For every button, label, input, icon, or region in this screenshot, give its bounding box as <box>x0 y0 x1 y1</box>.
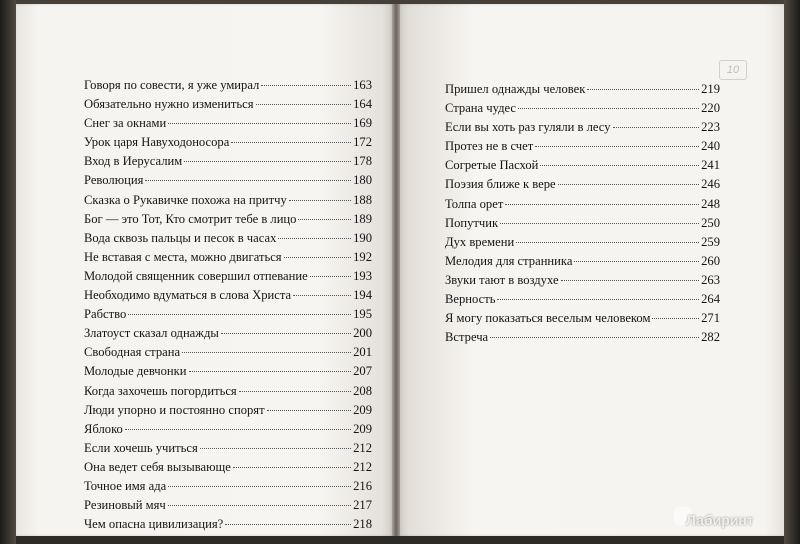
toc-entry-title: Говоря по совести, я уже умирал <box>84 78 260 92</box>
toc-entry-leader <box>505 204 699 205</box>
toc-entry-leader <box>233 467 351 468</box>
toc-entry <box>445 271 720 290</box>
toc-entry-title: Попутчик <box>445 215 499 230</box>
toc-entry-title: Вода сквозь пальцы и песок в часах <box>84 230 277 245</box>
toc-entry <box>445 214 720 233</box>
toc-entry-title: Я могу показаться веселым человеком <box>445 311 651 326</box>
toc-entry-leader <box>168 505 351 506</box>
toc-entry-leader <box>652 318 699 319</box>
toc-entry <box>445 137 720 156</box>
toc-entry <box>84 286 372 305</box>
toc-entry-title: Страна чудес <box>445 101 516 116</box>
toc-entry-leader <box>278 238 351 239</box>
toc-entry-title: Когда захочешь погордиться <box>84 383 237 398</box>
toc-entry-title: Протез не в счет <box>445 139 534 154</box>
toc-entry <box>84 324 372 343</box>
toc-entry <box>84 229 372 248</box>
toc-entry-page-number: 263 <box>701 272 720 287</box>
toc-entry <box>84 171 372 190</box>
toc-entry-leader <box>267 410 352 411</box>
toc-entry <box>445 328 720 347</box>
toc-entry <box>84 114 372 133</box>
toc-entry-page-number: 172 <box>353 135 372 150</box>
toc-entry <box>84 496 372 515</box>
toc-entry-page-number: 195 <box>353 307 372 322</box>
toc-entry-page-number: 220 <box>701 101 720 116</box>
toc-entry-page-number: 200 <box>353 326 372 341</box>
toc-entry <box>445 175 720 194</box>
toc-entry-page-number: 193 <box>353 268 372 283</box>
toc-entry <box>84 477 372 496</box>
toc-entry-leader <box>231 142 351 143</box>
toc-entry <box>84 95 372 114</box>
toc-entry-page-number: 216 <box>353 478 372 493</box>
toc-entry-title: Вход в Иерусалим <box>84 154 183 169</box>
toc-entry-title: Чем опасна цивилизация? <box>84 517 224 532</box>
toc-entry-title: Согретые Пасхой <box>445 158 539 173</box>
toc-entry-leader <box>561 280 700 281</box>
book-gutter <box>392 4 400 536</box>
toc-entry-title: Если вы хоть раз гуляли в лесу <box>445 120 611 135</box>
toc-entry-page-number: 188 <box>353 192 372 207</box>
toc-entry-title: Златоуст сказал однажды <box>84 326 219 341</box>
toc-entry-title: Резиновый мяч <box>84 498 166 513</box>
toc-entry <box>84 439 372 458</box>
toc-entry-page-number: 218 <box>353 517 372 532</box>
toc-entry-leader <box>168 123 351 124</box>
toc-entry-leader <box>293 295 351 296</box>
toc-entry-page-number: 164 <box>353 97 372 112</box>
toc-entry-leader <box>587 89 699 90</box>
toc-entry-page-number: 194 <box>353 288 372 303</box>
toc-entry-title: Бог — это Тот, Кто смотрит тебе в лицо <box>84 211 297 226</box>
toc-entry-leader <box>284 257 352 258</box>
toc-entry-leader <box>225 524 351 525</box>
book-cover-right-edge <box>784 0 800 544</box>
toc-entry-leader <box>497 299 699 300</box>
toc-entry <box>84 76 372 95</box>
toc-entry-leader <box>168 486 351 487</box>
toc-entry-page-number: 178 <box>353 154 372 169</box>
toc-entry-leader <box>145 180 351 181</box>
toc-entry-title: Молодой священник совершил отпевание <box>84 268 308 283</box>
toc-entry-title: Рабство <box>84 307 127 322</box>
toc-entry <box>445 118 720 137</box>
toc-entry-page-number: 240 <box>701 139 720 154</box>
watermark: Лабиринт <box>686 512 754 528</box>
toc-entry <box>84 458 372 477</box>
toc-entry-page-number: 246 <box>701 177 720 192</box>
toc-entry-title: Звуки тают в воздухе <box>445 272 559 287</box>
toc-entry-leader <box>540 165 699 166</box>
toc-entry-page-number: 217 <box>353 498 372 513</box>
toc-entry-leader <box>298 219 351 220</box>
toc-entry <box>84 191 372 210</box>
toc-entry-page-number: 201 <box>353 345 372 360</box>
toc-entry-page-number: 264 <box>701 292 720 307</box>
toc-entry-title: Верность <box>445 292 496 307</box>
toc-entry-page-number: 282 <box>701 330 720 345</box>
book-cover-left-edge <box>0 0 16 544</box>
toc-entry-page-number: 241 <box>701 158 720 173</box>
left-page-contents <box>84 76 372 534</box>
toc-entry-leader <box>184 161 351 162</box>
toc-entry <box>445 156 720 175</box>
toc-entry-title: Пришел однажды человек <box>445 82 586 96</box>
toc-entry-page-number: 163 <box>353 78 372 92</box>
toc-entry <box>445 309 720 328</box>
toc-entry-title: Не вставая с места, можно двигаться <box>84 249 282 264</box>
toc-entry <box>84 305 372 324</box>
toc-entry-page-number: 260 <box>701 253 720 268</box>
toc-entry-leader <box>200 448 351 449</box>
toc-entry-title: Снег за окнами <box>84 116 167 131</box>
toc-entry <box>84 210 372 229</box>
toc-entry <box>445 233 720 252</box>
toc-entry-leader <box>558 184 699 185</box>
toc-entry-title: Точное имя ада <box>84 478 167 493</box>
toc-entry <box>445 99 720 118</box>
toc-entry-title: Она ведет себя вызывающе <box>84 459 231 474</box>
toc-entry-title: Мелодия для странника <box>445 253 573 268</box>
toc-entry <box>84 152 372 171</box>
toc-entry-leader <box>221 333 351 334</box>
toc-entry-leader <box>490 337 699 338</box>
toc-entry-leader <box>289 200 351 201</box>
toc-entry-leader <box>535 146 699 147</box>
toc-entry-title: Свободная страна <box>84 345 181 360</box>
page-mark: 10 <box>719 60 747 80</box>
toc-entry <box>445 80 720 99</box>
toc-entry-leader <box>500 223 699 224</box>
toc-entry-leader <box>125 429 351 430</box>
toc-entry-leader <box>516 242 699 243</box>
toc-entry <box>84 515 372 534</box>
toc-entry <box>445 195 720 214</box>
toc-entry <box>84 401 372 420</box>
toc-entry-leader <box>256 104 352 105</box>
toc-entry-page-number: 180 <box>353 173 372 188</box>
toc-entry-page-number: 223 <box>701 120 720 135</box>
toc-entry-page-number: 192 <box>353 249 372 264</box>
toc-entry-page-number: 209 <box>353 402 372 417</box>
toc-entry-page-number: 212 <box>353 440 372 455</box>
toc-entry-leader <box>182 352 351 353</box>
toc-entry <box>84 343 372 362</box>
toc-entry <box>84 248 372 267</box>
toc-entry-page-number: 190 <box>353 230 372 245</box>
toc-entry-page-number: 209 <box>353 421 372 436</box>
toc-entry-leader <box>239 391 351 392</box>
toc-entry-leader <box>518 108 699 109</box>
toc-entry-title: Обязательно нужно измениться <box>84 97 254 112</box>
toc-entry-title: Люди упорно и постоянно спорят <box>84 402 265 417</box>
toc-entry-leader <box>574 261 699 262</box>
toc-entry <box>84 133 372 152</box>
toc-entry <box>84 267 372 286</box>
toc-entry-page-number: 259 <box>701 234 720 249</box>
right-page-contents <box>445 80 720 347</box>
toc-entry-leader <box>613 127 700 128</box>
toc-entry <box>84 420 372 439</box>
toc-entry-title: Революция <box>84 173 144 188</box>
toc-entry-page-number: 169 <box>353 116 372 131</box>
toc-entry-title: Сказка о Рукавичке похожа на притчу <box>84 192 287 207</box>
toc-entry <box>445 290 720 309</box>
toc-entry-title: Толпа орет <box>445 196 504 211</box>
toc-entry-page-number: 189 <box>353 211 372 226</box>
toc-entry-page-number: 271 <box>701 311 720 326</box>
toc-entry-page-number: 207 <box>353 364 372 379</box>
toc-entry-page-number: 219 <box>701 82 720 96</box>
toc-entry-title: Дух времени <box>445 234 515 249</box>
toc-entry-leader <box>261 85 351 86</box>
toc-entry-title: Поэзия ближе к вере <box>445 177 556 192</box>
toc-entry-leader <box>310 276 351 277</box>
toc-entry-title: Урок царя Навуходоносора <box>84 135 230 150</box>
toc-entry-leader <box>189 371 352 372</box>
toc-entry <box>84 382 372 401</box>
toc-entry-title: Молодые девчонки <box>84 364 187 379</box>
toc-entry-page-number: 212 <box>353 459 372 474</box>
toc-entry-page-number: 250 <box>701 215 720 230</box>
toc-entry <box>445 252 720 271</box>
toc-entry-title: Если хочешь учиться <box>84 440 198 455</box>
toc-entry-page-number: 248 <box>701 196 720 211</box>
toc-entry <box>84 362 372 381</box>
toc-entry-title: Необходимо вдуматься в слова Христа <box>84 288 292 303</box>
toc-entry-title: Встреча <box>445 330 489 345</box>
toc-entry-page-number: 208 <box>353 383 372 398</box>
toc-entry-title: Яблоко <box>84 421 123 436</box>
toc-entry-leader <box>128 314 351 315</box>
